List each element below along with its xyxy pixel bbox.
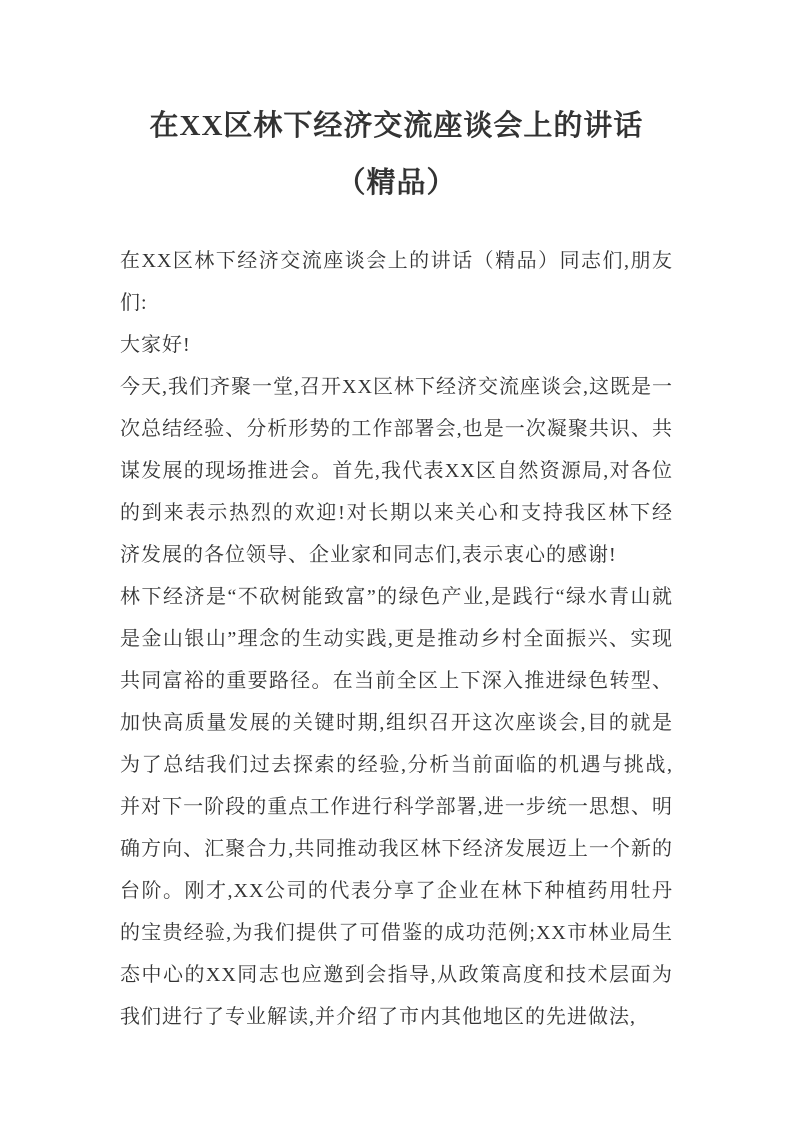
document-title: 在XX区林下经济交流座谈会上的讲话（精品） [149, 110, 644, 199]
paragraph-greeting: 大家好! [120, 334, 191, 356]
paragraph-salutation: 在XX区林下经济交流座谈会上的讲话（精品）同志们,朋友们: [120, 250, 673, 314]
paragraph-opening: 今天,我们齐聚一堂,召开XX区林下经济交流座谈会,这既是一次总结经验、分析形势的工作部署会,也是一次凝聚共识、共谋发展的现场推进会。首先,我代表XX区自然资源局,对各位的到来表示热烈的欢迎!对长期以来关心和支持我区林下经济发展的各位领导、企业家和同志们,表示衷心的感谢! [120, 376, 673, 566]
document-body [120, 240, 673, 1038]
paragraph-main: 林下经济是“不砍树能致富”的绿色产业,是践行“绿水青山就是金山银山”理念的生动实践,更是推动乡村全面振兴、实现共同富裕的重要路径。在当前全区上下深入推进绿色转型、加快高质量发展的关键时期,组织召开这次座谈会,目的就是为了总结我们过去探索的经验,分析当前面临的机遇与挑战,并对下一阶段的重点工作进行科学部署,进一步统一思想、明确方向、汇聚合力,共同推动我区林下经济发展迈上一个新的台阶。刚才,XX公司的代表分享了企业在林下种植药用牡丹的宝贵经验,为我们提供了可借鉴的成功范例;XX市林业局生态中心的XX同志也应邀到会指导,从政策高度和技术层面为我们进行了专业解读,并介绍了市内其他地区的先进做法, [120, 586, 673, 1028]
